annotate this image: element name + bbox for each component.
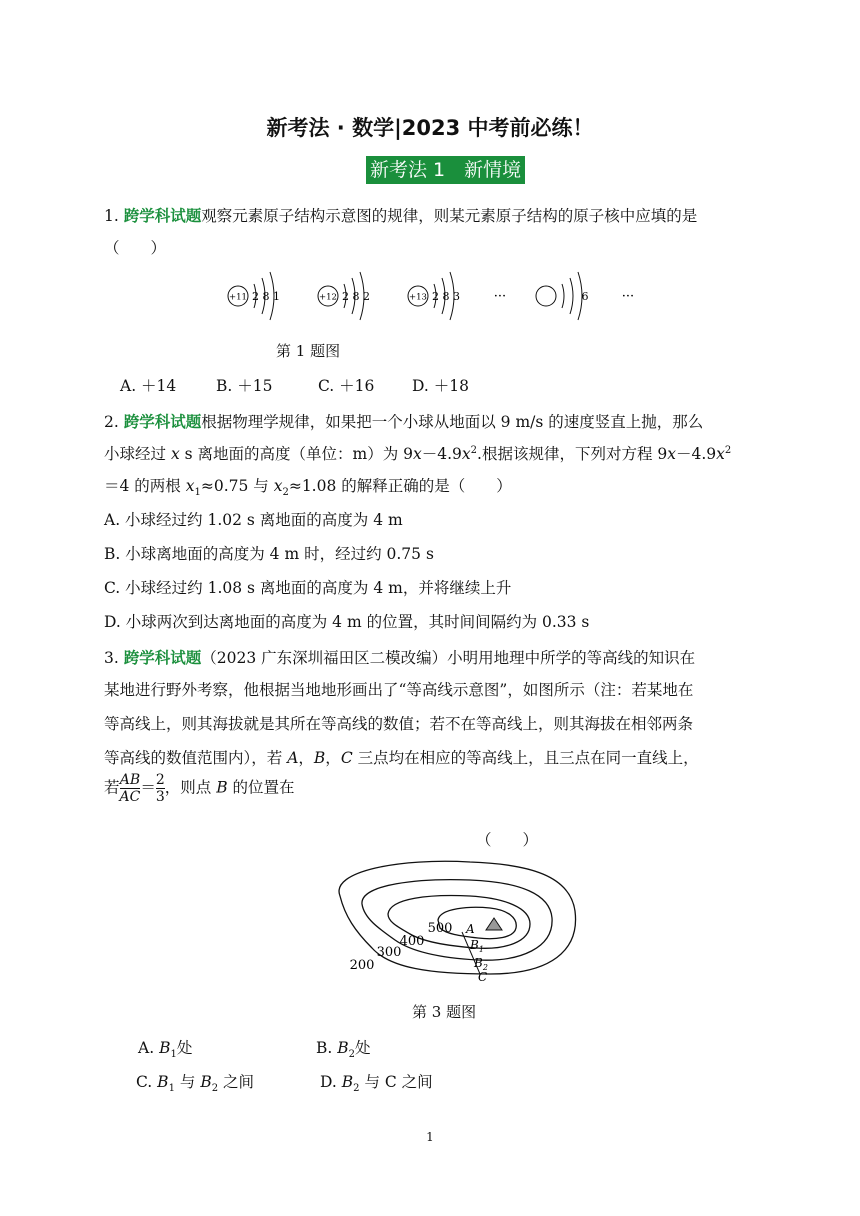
q3-line-3: 等高线上，则其海拔就是其所在等高线的数值；若不在等高线上，则其海拔在相邻两条: [104, 715, 694, 733]
q3-paren: （ ）: [476, 831, 539, 849]
atom-1-nucleus: +11: [229, 292, 247, 303]
q1-tag: 跨学科试题: [123, 207, 202, 225]
contour-label-500: 500: [427, 921, 453, 936]
section-banner: 新考法 1 新情境: [366, 156, 525, 184]
q3-line-2: 某地进行野外考察，他根据当地地形画出了“等高线示意图”，如图所示（注：若某地在: [104, 681, 694, 699]
point-b1-label: $B_1$: [470, 938, 484, 954]
q2-option-b[interactable]: B. 小球离地面的高度为 4 m 时，经过约 0.75 s: [104, 545, 434, 563]
q2-option-c[interactable]: C. 小球经过约 1.08 s 离地面的高度为 4 m，并将继续上升: [104, 579, 512, 597]
q3-number: 3.: [104, 649, 119, 667]
q2-line-3: ＝4 的两根 $x_1\approx 0.75$ 与 $x_2\approx 1.08$ 的解释正确的是（ ）: [104, 477, 512, 499]
page-title: 新考法 · 数学|2023 中考前必练！: [266, 116, 594, 140]
q1-option-c[interactable]: C. ＋16: [318, 377, 375, 395]
q3-text-5b: ，则点: [164, 778, 217, 797]
point-a-label: A: [466, 922, 475, 936]
q2-text-2a: 小球经过: [104, 445, 171, 463]
atom-2-nucleus: +12: [319, 292, 337, 303]
contour-map-figure: [0, 856, 860, 996]
q3-option-b[interactable]: B. $B_2$处: [316, 1039, 371, 1061]
q2-text-1: 根据物理学规律，如果把一个小球从地面以 9 m/s 的速度竖直上抛，那么: [201, 413, 704, 431]
q1-caption: 第 1 题图: [276, 342, 341, 360]
q1-stem: [104, 204, 697, 226]
atom-ellipsis-1: ···: [493, 289, 507, 304]
q3-text-4d: 三点均在相应的等高线上，且三点在同一直线上，: [352, 749, 699, 767]
q2-option-a[interactable]: A. 小球经过约 1.02 s 离地面的高度为 4 m: [104, 511, 403, 529]
q3-fraction-2-3: $\frac{2}{3}$: [155, 772, 165, 805]
q2-option-d[interactable]: D. 小球两次到达离地面的高度为 4 m 的位置，其时间间隔约为 0.33 s: [104, 613, 590, 631]
q2-text-2d: .根据该规律，下列对方程 9: [477, 445, 668, 463]
atom-structure-diagram: [0, 262, 860, 342]
atom-ellipsis-2: ···: [621, 289, 635, 304]
q2-text-2c: －4.9: [421, 445, 462, 463]
q3-text-5a: 若: [104, 778, 120, 797]
contour-label-400: 400: [399, 934, 425, 949]
q2-number: 2.: [104, 413, 119, 431]
q3-text-1: （2023 广东深圳福田区二模改编）小明用地理中所学的等高线的知识在: [201, 649, 696, 667]
q3-option-a[interactable]: A. $B_1$处: [138, 1039, 193, 1061]
contour-label-200: 200: [349, 958, 375, 973]
q3-equals: ＝: [140, 778, 156, 797]
q3-option-d[interactable]: D. $B_2$ 与 C 之间: [320, 1073, 433, 1095]
summit-triangle: [486, 918, 502, 930]
q3-option-c[interactable]: C. $B_1$ 与 $B_2$ 之间: [136, 1073, 255, 1095]
q3-tag: 跨学科试题: [123, 649, 202, 667]
atom-3-nucleus: +13: [409, 292, 427, 303]
q2-text-3c: ≈1.08 的解释正确的是（ ）: [288, 477, 512, 495]
point-c-label: C: [478, 970, 488, 984]
atom-2-shells: 2 8 2: [342, 290, 370, 303]
atom-3-shells: 2 8 3: [432, 290, 460, 303]
q2-text-2e: －4.9: [675, 445, 717, 463]
q3-caption: 第 3 题图: [412, 1003, 477, 1021]
atom-2: [318, 272, 370, 320]
q3-line-1: [104, 646, 695, 668]
q1-option-b[interactable]: B. ＋15: [216, 377, 273, 395]
point-b2-label: $B_2$: [474, 956, 488, 972]
q1-text: 观察元素原子结构示意图的规律，则某元素原子结构的原子核中应填的是: [201, 207, 698, 225]
q1-paren: （ ）: [104, 239, 167, 257]
q1-number: 1.: [104, 207, 119, 225]
q1-option-a[interactable]: A. ＋14: [120, 377, 177, 395]
q2-var-x: x: [170, 445, 180, 463]
q2-line-2: 小球经过 x s 离地面的高度（单位：m）为 $9x-4.9x^2$.根据该规律，下列对方程 $9x-4.9x^2$: [104, 444, 732, 463]
atom-1: [228, 272, 280, 320]
q2-text-3a: ＝4 的两根: [104, 477, 186, 495]
contour-label-300: 300: [376, 945, 402, 960]
q1-option-d[interactable]: D. ＋18: [412, 377, 469, 395]
q2-tag: 跨学科试题: [123, 413, 202, 431]
q2-text-2b: s 离地面的高度（单位：m）为 9: [179, 445, 413, 463]
page-number: 1: [426, 1130, 434, 1144]
q3-fraction-ab-ac: $\frac{AB}{AC}$: [119, 772, 141, 805]
q3-text-4a: 等高线的数值范围内），若: [104, 749, 288, 767]
q3-line-5: 若 $\frac{AB}{AC}$ ＝ $\frac{2}{3}$ ，则点 B 的位置在: [104, 772, 295, 805]
q3-text-4b: ，: [298, 749, 314, 767]
q3-line-4: 等高线的数值范围内），若 A，B，C 三点均在相应的等高线上，且三点在同一直线上，: [104, 749, 699, 767]
q3-text-5c: 的位置在: [227, 778, 295, 797]
q3-text-4c: ，: [325, 749, 341, 767]
q2-line-1: [104, 410, 703, 432]
atom-4: [536, 272, 589, 320]
q2-text-3b: ≈0.75 与: [200, 477, 274, 495]
atom-3: [408, 272, 460, 320]
atom-4-shells: 6: [581, 290, 589, 303]
atom-1-shells: 2 8 1: [252, 290, 280, 303]
